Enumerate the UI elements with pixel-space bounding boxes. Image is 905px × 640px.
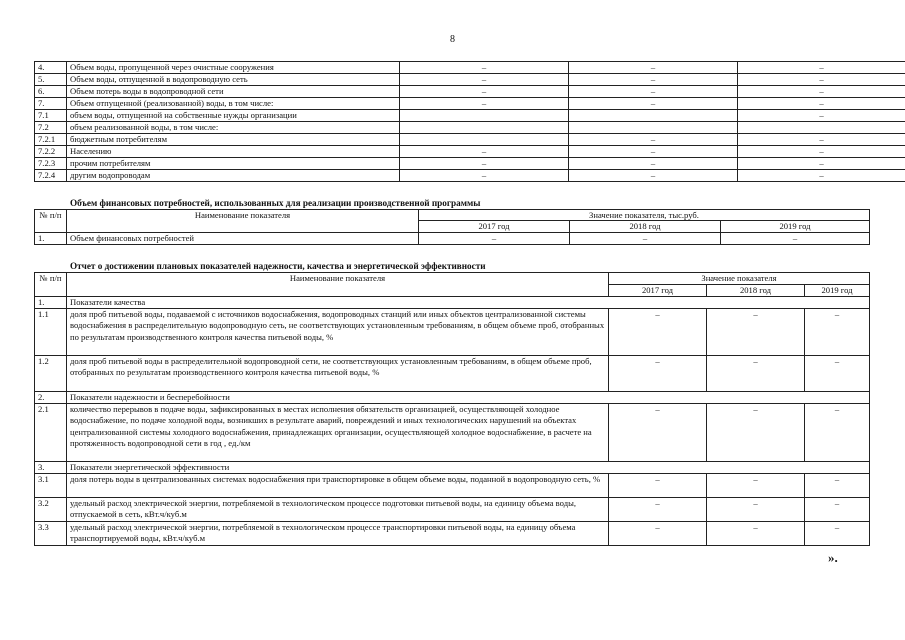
row-name: Объем воды, отпущенной в водопроводную сеть [67,74,400,86]
value-2017: – [609,309,707,356]
header-year-2019: 2019 год [721,221,870,233]
value-col-3: – [738,98,905,110]
row-name: доля проб питьевой воды, подаваемой с источников водоснабжения, водопроводных станций или иных объектов централизованной системы водоснабжения в распределительную водопроводную сеть, не соответствующих установленным требованиям, в общем объеме проб, отобранных по результатам производственного контроля качества питьевой воды, % [67,309,609,356]
header-value: Значение показателя, тыс.руб. [419,210,870,221]
row-no: 5. [35,74,67,86]
header-name: Наименование показателя [67,210,419,233]
value-2017: – [609,356,707,392]
row-name: доля потерь воды в централизованных системах водоснабжения при транспортировке в общем объеме воды, поданной в водопроводную сеть, % [67,474,609,498]
table-row [35,170,905,182]
table-row [35,74,905,86]
page-number: 8 [450,34,455,45]
value-2019: – [805,404,870,462]
row-no: 3. [35,462,67,474]
value-2017: – [419,233,570,245]
value-col-3: – [738,62,905,74]
row-no: 7. [35,98,67,110]
table-row [35,98,905,110]
value-col-2: – [569,170,738,182]
table-row [35,309,870,356]
value-col-2 [569,110,738,122]
value-col-2: – [569,134,738,146]
row-no: 2.1 [35,404,67,462]
header-year-2018: 2018 год [570,221,721,233]
table-row [35,356,870,392]
row-no: 6. [35,86,67,98]
value-2018: – [707,356,805,392]
header-year-2018: 2018 год [707,285,805,297]
row-name: другим водопроводам [67,170,400,182]
header-no: № п/п [35,210,67,233]
row-name: объем воды, отпущенной на собственные нужды организации [67,110,400,122]
row-no: 3.3 [35,522,67,546]
value-2019: – [721,233,870,245]
value-col-1 [400,134,569,146]
table-row [35,86,905,98]
header-year-2019: 2019 год [805,285,870,297]
section-title: Показатели качества [67,297,870,309]
row-no: 3.2 [35,498,67,522]
row-no: 7.2.1 [35,134,67,146]
row-no: 1.2 [35,356,67,392]
row-name: количество перерывов в подаче воды, зафиксированных в местах исполнения обязательств организацией, осуществляющей холодное водоснабжение, по подаче холодной воды, возникших в результате аварий, повреждений и иных технологических нарушений на объектах централизованной системы холодного водоснабжения, принадлежащих организации, осуществляющей холодное водоснабжение, в расчете на протяженность водопроводной сети в год , ед./км [67,404,609,462]
value-2019: – [805,522,870,546]
table-row [35,158,905,170]
row-name: удельный расход электрической энергии, потребляемой в технологическом процессе подготовки питьевой воды, на единицу объема воды, отпускаемой в сеть, кВт.ч/куб.м [67,498,609,522]
value-col-2: – [569,74,738,86]
indicators-table-caption: Отчет о достижении плановых показателей надежности, качества и энергетической эффективности [70,261,486,271]
value-col-3: – [738,134,905,146]
value-col-2: – [569,62,738,74]
value-2017: – [609,404,707,462]
row-name: удельный расход электрической энергии, потребляемой в технологическом процессе транспортировки питьевой воды, на единицу объема транспортируемой воды, кВт.ч/куб.м [67,522,609,546]
table-row [35,134,905,146]
row-no: 3.1 [35,474,67,498]
indicators-table [34,272,870,546]
row-no: 7.2 [35,122,67,134]
value-col-3: – [738,110,905,122]
value-col-1: – [400,158,569,170]
header-name: Наименование показателя [67,273,609,297]
value-col-1 [400,110,569,122]
value-2018: – [707,309,805,356]
row-no: 7.2.4 [35,170,67,182]
row-no: 7.2.3 [35,158,67,170]
table-row [35,233,870,245]
value-2018: – [570,233,721,245]
water-volume-table [34,61,905,182]
value-col-3: – [738,86,905,98]
row-name: Объем воды, пропущенной через очистные сооружения [67,62,400,74]
row-no: 7.1 [35,110,67,122]
closing-quote: ». [828,550,838,565]
section-title: Показатели энергетической эффективности [67,462,870,474]
row-no: 1.1 [35,309,67,356]
value-col-2: – [569,158,738,170]
value-col-2 [569,122,738,134]
table-row [35,122,905,134]
value-col-3: – [738,146,905,158]
value-2019: – [805,309,870,356]
section-row-energy [35,462,870,474]
row-no: 2. [35,392,67,404]
financial-table [34,209,870,245]
table-row [35,522,870,546]
table-row [35,110,905,122]
row-name: Населению [67,146,400,158]
value-2019: – [805,474,870,498]
row-no: 1. [35,233,67,245]
row-name: Объем потерь воды в водопроводной сети [67,86,400,98]
value-col-3: – [738,158,905,170]
value-col-3: – [738,170,905,182]
row-no: 4. [35,62,67,74]
value-2018: – [707,404,805,462]
value-2018: – [707,474,805,498]
row-name: объем реализованной воды, в том числе: [67,122,400,134]
row-name: Объем финансовых потребностей [67,233,419,245]
header-no: № п/п [35,273,67,297]
value-col-2: – [569,86,738,98]
value-2019: – [805,498,870,522]
value-col-1: – [400,146,569,158]
section-row-reliability [35,392,870,404]
header-value: Значение показателя [609,273,870,285]
value-col-1 [400,122,569,134]
value-col-1: – [400,98,569,110]
value-col-1: – [400,170,569,182]
row-name: Объем отпущенной (реализованной) воды, в том числе: [67,98,400,110]
section-title: Показатели надежности и бесперебойности [67,392,870,404]
value-col-1: – [400,62,569,74]
value-col-1: – [400,74,569,86]
section-row-quality [35,297,870,309]
row-no: 7.2.2 [35,146,67,158]
value-2018: – [707,498,805,522]
value-col-2: – [569,146,738,158]
value-2017: – [609,474,707,498]
value-2019: – [805,356,870,392]
row-no: 1. [35,297,67,309]
table-row [35,474,870,498]
table-row [35,498,870,522]
row-name: прочим потребителям [67,158,400,170]
value-col-3 [738,122,905,134]
table-row [35,62,905,74]
row-name: доля проб питьевой воды в распределительной водопроводной сети, не соответствующих установленным требованиям, в общем объеме проб, отобранных по результатам производственного контроля качества питьевой воды, % [67,356,609,392]
value-2017: – [609,498,707,522]
table-row [35,146,905,158]
header-year-2017: 2017 год [419,221,570,233]
value-col-1: – [400,86,569,98]
financial-table-caption: Объем финансовых потребностей, использованных для реализации производственной программы [70,198,481,208]
value-2018: – [707,522,805,546]
value-col-2: – [569,98,738,110]
value-col-3: – [738,74,905,86]
header-year-2017: 2017 год [609,285,707,297]
value-2017: – [609,522,707,546]
row-name: бюджетным потребителям [67,134,400,146]
table-row [35,404,870,462]
